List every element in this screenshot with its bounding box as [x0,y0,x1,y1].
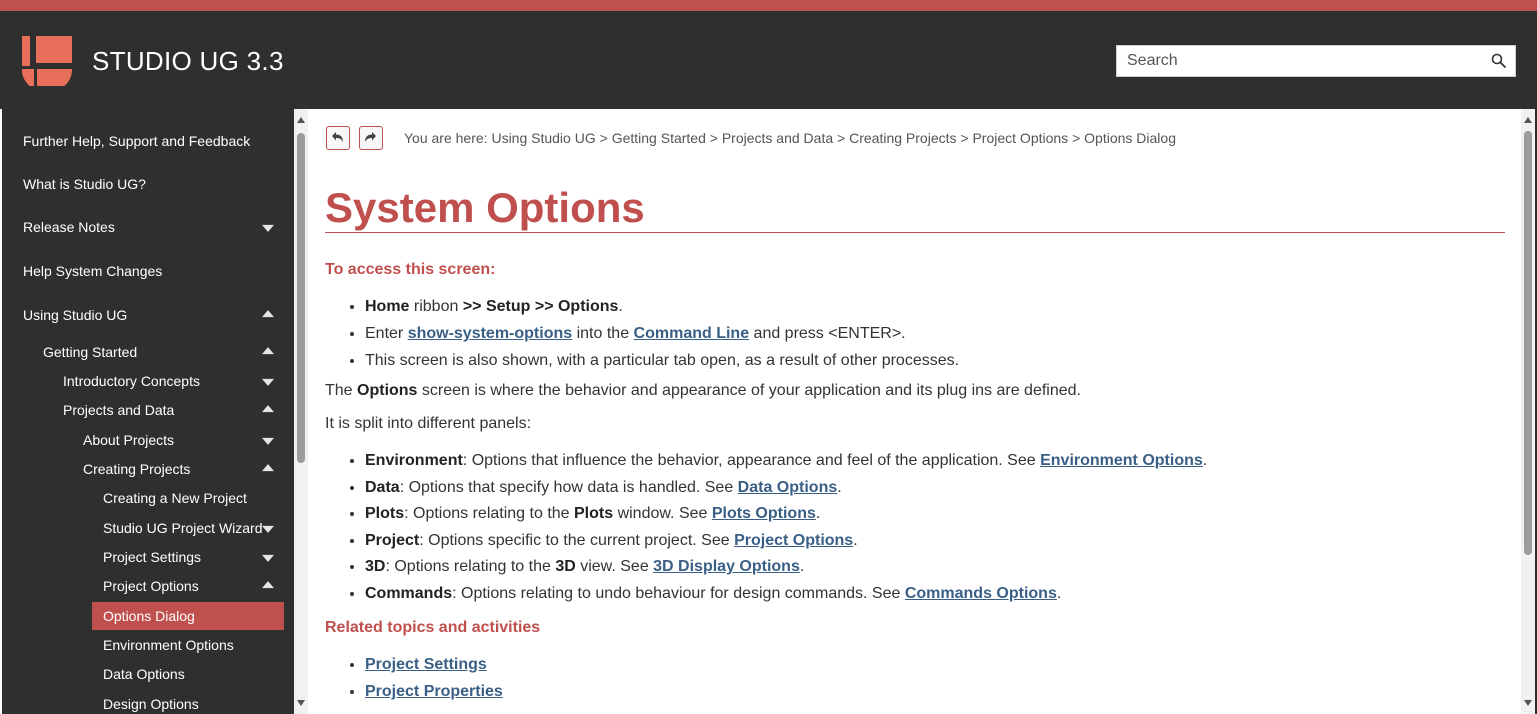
chevron-down-icon[interactable] [262,555,274,562]
command-line-link[interactable]: Command Line [633,325,750,342]
bold-text: 3D [555,558,576,576]
sidebar-item-introductory-concepts[interactable] [2,367,294,395]
panels-intro: It is split into different panels: [325,415,532,432]
content-scrollbar[interactable] [1521,109,1535,714]
list-text: . [815,505,821,523]
sidebar-item-further-help[interactable] [2,126,294,156]
chevron-up-icon[interactable] [262,310,274,317]
sidebar-item-label: Release Notes [23,219,115,235]
sidebar-nav [2,109,294,714]
sidebar-item-label: Environment Options [103,637,234,653]
sidebar-item-projects-and-data[interactable] [2,396,294,424]
sidebar-item-data-options[interactable] [2,660,294,688]
sidebar-item-creating-new-project[interactable] [2,484,294,512]
sidebar-scrollbar[interactable] [294,109,308,714]
sidebar-item-label: About Projects [83,432,175,448]
sidebar-item-label: Creating Projects [83,461,191,477]
chevron-up-icon[interactable] [262,347,274,354]
list-text: : Options relating to the [385,558,556,576]
scrollbar-thumb[interactable] [1524,131,1532,555]
chevron-up-icon[interactable] [262,405,274,412]
list-text: . [1056,584,1062,602]
search-icon[interactable] [1491,53,1507,69]
list-item [365,475,1207,502]
sidebar-item-project-options[interactable] [2,572,294,600]
bold-text: Project [365,531,420,549]
forward-arrow-icon [360,127,381,148]
sidebar-item-label: Data Options [103,666,185,682]
list-text: . [618,298,623,315]
sidebar-item-label: Project Options [103,578,199,594]
breadcrumb [404,130,1176,146]
sidebar-item-what-is-studio[interactable] [2,169,294,199]
list-item [365,678,503,705]
plots-options-link[interactable]: Plots Options [711,505,816,523]
access-list [325,293,959,374]
list-item [365,554,1207,581]
sidebar-item-design-options[interactable] [2,690,294,714]
sidebar-item-about-projects[interactable] [2,426,294,454]
back-button[interactable] [326,126,350,150]
search-box [1116,45,1516,77]
sidebar-item-label: Further Help, Support and Feedback [23,133,251,149]
page-title: System Options [325,184,645,231]
list-text: window. See [613,505,712,523]
breadcrumb-link[interactable]: Project Options [972,130,1069,146]
sidebar-item-creating-projects[interactable] [2,455,294,483]
search-input[interactable] [1117,46,1497,76]
list-text: . [799,558,805,576]
chevron-down-icon[interactable] [262,438,274,445]
environment-options-link[interactable]: Environment Options [1040,452,1203,469]
sidebar-item-label: Options Dialog [103,608,195,624]
show-system-options-link[interactable]: show-system-options [407,325,573,342]
para-text: screen is where the behavior and appearance of your application and its plug ins are defined. [417,382,1081,399]
list-text: view. See [575,558,654,576]
sidebar-item-label: Projects and Data [63,402,175,418]
chevron-up-icon[interactable] [262,581,274,588]
list-text: This screen is also shown, with a particular tab open, as a result of other processes. [365,352,960,369]
panels-list [325,448,1207,608]
scroll-down-icon[interactable] [1524,700,1532,706]
list-item [365,448,1207,475]
chevron-down-icon[interactable] [262,225,274,232]
list-item [365,501,1207,528]
sidebar-item-label: What is Studio UG? [23,176,146,192]
sidebar-item-label: Help System Changes [23,263,163,279]
intro-paragraph [325,382,1081,400]
breadcrumb-link[interactable]: Using Studio UG [491,130,596,146]
bold-text: Plots [574,505,614,523]
list-item [365,651,503,678]
scroll-up-icon[interactable] [297,117,305,123]
3d-display-options-link[interactable]: 3D Display Options [653,558,800,576]
bold-text: Data [365,478,400,496]
breadcrumb-link[interactable]: Projects and Data [721,130,834,146]
list-text: ribbon [409,298,463,315]
list-item [365,528,1207,555]
scrollbar-thumb[interactable] [297,133,305,463]
list-text: and press <ENTER>. [749,325,906,342]
sidebar-item-label: Project Settings [103,549,202,565]
bold-text: Commands [365,584,453,602]
sidebar-item-options-dialog[interactable] [2,602,294,630]
bold-text: 3D [365,558,386,576]
related-heading: Related topics and activities [325,619,541,636]
list-item [365,293,959,320]
title-divider [325,232,1505,233]
scroll-down-icon[interactable] [297,700,305,706]
project-settings-link[interactable]: Project Settings [365,656,487,673]
forward-button[interactable] [359,126,383,150]
header-accent-stripe [0,0,1537,11]
list-text: . [853,531,858,549]
sidebar-item-label: Introductory Concepts [63,373,200,389]
list-text: : Options relating to undo behaviour for design commands. See [452,584,905,602]
studio-logo-icon [22,36,72,86]
list-text: : Options that influence the behavior, appearance and feel of the application. See [462,452,1041,469]
bold-text: Options [357,382,418,399]
breadcrumb-link[interactable]: Getting Started [611,130,706,146]
app-title: STUDIO UG 3.3 [92,46,284,76]
list-item [365,581,1207,608]
sidebar-item-using-studio[interactable] [2,300,294,330]
sidebar-item-label: Creating a New Project [103,490,247,506]
breadcrumb-separator: > [1072,130,1081,146]
main-content [310,109,1520,714]
bold-text: >> Setup >> Options [462,298,619,315]
sidebar-item-release-notes[interactable] [2,212,294,242]
access-heading: To access this screen: [325,261,496,278]
header-bar [0,0,1537,109]
list-text: : Options relating to the [404,505,574,523]
related-list [325,651,503,705]
bold-text: Plots [365,505,405,523]
breadcrumb-current: Options Dialog [1084,130,1176,146]
scroll-up-icon[interactable] [1524,117,1532,123]
list-item [365,347,959,374]
list-text: Enter [365,325,408,342]
bold-text: Environment [365,452,463,469]
project-options-link[interactable]: Project Options [734,531,854,549]
chevron-down-icon[interactable] [262,526,274,533]
sidebar-item-help-system-changes[interactable] [2,256,294,286]
list-text: . [1202,452,1208,469]
breadcrumb-separator: > [837,130,846,146]
bold-text: Home [365,298,410,315]
breadcrumb-prefix: You are here: [404,130,488,146]
list-item [365,320,959,347]
sidebar-item-environment-options[interactable] [2,631,294,659]
sidebar-item-label: Design Options [103,696,199,712]
commands-options-link[interactable]: Commands Options [904,584,1057,602]
sidebar-item-label: Using Studio UG [23,307,128,323]
para-text: The [325,382,358,399]
list-text: : Options that specify how data is handled. See [399,478,738,496]
project-properties-link[interactable]: Project Properties [365,683,503,700]
breadcrumb-separator: > [960,130,969,146]
list-text: : Options specific to the current project. See [419,531,735,549]
sidebar-item-project-wizard[interactable] [2,514,294,542]
list-text: into the [572,325,634,342]
back-arrow-icon [327,127,348,148]
data-options-link[interactable]: Data Options [737,478,838,496]
list-text: . [837,478,842,496]
sidebar-item-project-settings[interactable] [2,543,294,571]
breadcrumb-separator: > [599,130,608,146]
sidebar-item-label: Getting Started [43,344,138,360]
chevron-down-icon[interactable] [262,379,274,386]
chevron-up-icon[interactable] [262,464,274,471]
sidebar-item-getting-started[interactable] [2,338,294,366]
breadcrumb-separator: > [709,130,718,146]
breadcrumb-link[interactable]: Creating Projects [849,130,957,146]
sidebar-item-label: Studio UG Project Wizard [103,520,263,536]
